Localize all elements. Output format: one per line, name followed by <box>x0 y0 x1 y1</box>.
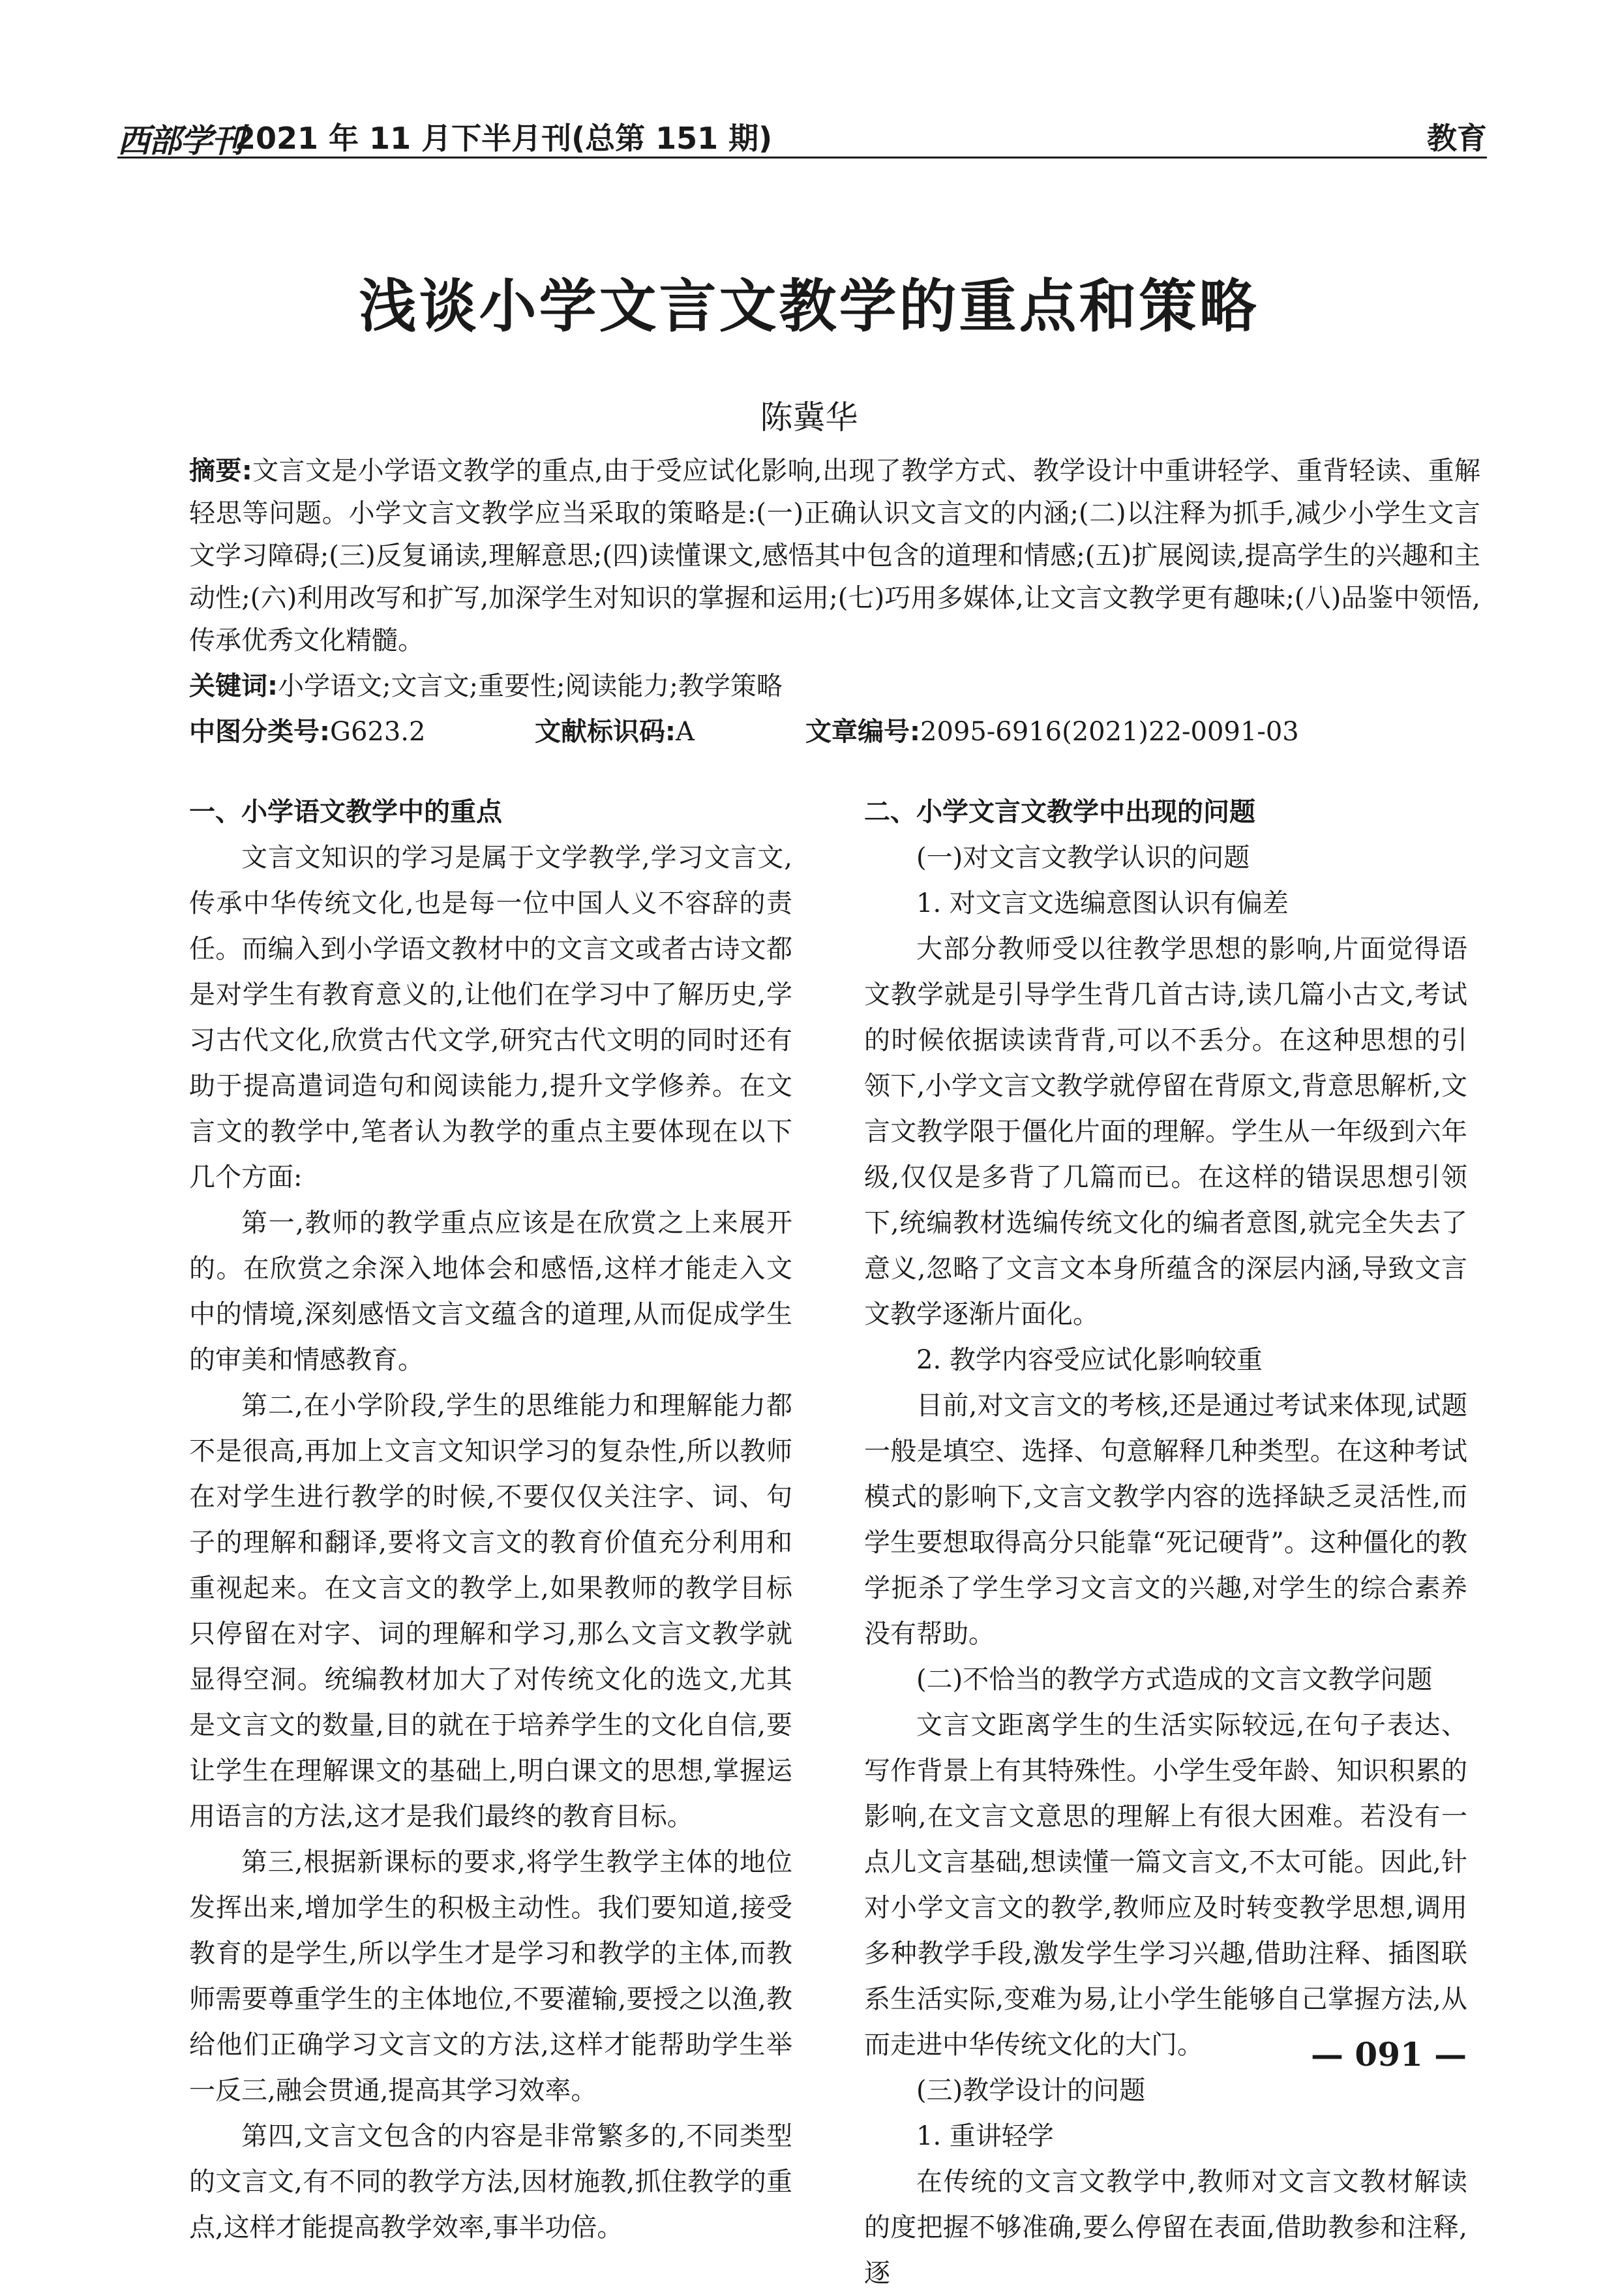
section-name: 教育 <box>1427 121 1487 156</box>
abstract <box>189 450 1480 662</box>
left-column <box>189 789 792 2250</box>
paragraph: 第一,教师的教学重点应该是在欣赏之上来展开的。在欣赏之余深入地体会和感悟,这样才能走入文中的情境,深刻感悟文言文蕴含的道理,从而促成学生的审美和情感教育。 <box>189 1208 792 1375</box>
article-no-value: 2095-6916(2021)22-0091-03 <box>920 717 1299 747</box>
article-no-label: 文章编号: <box>805 717 920 747</box>
clc-value: G623.2 <box>330 717 426 747</box>
paragraph: 文言文知识的学习是属于文学教学,学习文言文,传承中华传统文化,也是每一位中国人义不容辞的责任。而编入到小学语文教材中的文言文或者古诗文都是对学生有教育意义的,让他们在学习中了解历史,学习古代文化,欣赏古代文学,研究古代文明的同时还有助于提高遣词造句和阅读能力,提升文学修养。在文言文的教学中,笔者认为教学的重点主要体现在以下几个方面: <box>189 843 792 1192</box>
subsection-heading: 1. 重讲轻学 <box>916 2121 1054 2151</box>
article-author: 陈冀华 <box>760 399 858 436</box>
keywords-label: 关键词: <box>189 671 278 701</box>
paragraph: 第三,根据新课标的要求,将学生教学主体的地位发挥出来,增加学生的积极主动性。我们要知道,接受教育的是学生,所以学生才是学习和教学的主体,而教师需要尊重学生的主体地位,不要灌输,要授之以渔,教给他们正确学习文言文的方法,这样才能帮助学生举一反三,融会贯通,提高其学习效率。 <box>189 1847 792 2106</box>
subsection-heading: (一)对文言文教学认识的问题 <box>916 843 1250 873</box>
subsection-heading: (三)教学设计的问题 <box>916 2076 1146 2106</box>
doc-code-value: A <box>676 717 695 747</box>
article-no-item <box>805 711 1299 753</box>
journal-logo: 西部学刊 <box>117 121 243 160</box>
subsection-heading: 1. 对文言文选编意图认识有偏差 <box>916 888 1289 918</box>
paragraph: 第四,文言文包含的内容是非常繁多的,不同类型的文言文,有不同的教学方法,因材施教,抓住教学的重点,这样才能提高教学效率,事半功倍。 <box>189 2121 792 2243</box>
keywords <box>189 665 1480 708</box>
paragraph: 在传统的文言文教学中,教师对文言文教材解读的度把握不够准确,要么停留在表面,借助教参和注释,逐 <box>864 2167 1467 2288</box>
section-heading: 二、小学文言文教学中出现的问题 <box>864 797 1255 827</box>
keywords-text: 小学语文;文言文;重要性;阅读能力;教学策略 <box>278 671 783 701</box>
abstract-text: 文言文是小学语文教学的重点,由于受应试化影响,出现了教学方式、教学设计中重讲轻学、重背轻读、重解轻思等问题。小学文言文教学应当采取的策略是:(一)正确认识文言文的内涵;(二)以注释为抓手,减少小学生文言文学习障碍;(三)反复诵读,理解意思;(四)读懂课文,感悟其中包含的道理和情感;(五)扩展阅读,提高学生的兴趣和主动性;(六)利用改写和扩写,加深学生对知识的掌握和运用;(七)巧用多媒体,让文言文教学更有趣味;(八)品鉴中领悟,传承优秀文化精髓。 <box>189 456 1480 656</box>
issue-info: 2021 年 11 月下半月刊(总第 151 期) <box>235 121 773 156</box>
paragraph: 第二,在小学阶段,学生的思维能力和理解能力都不是很高,再加上文言文知识学习的复杂性,所以教师在对学生进行教学的时候,不要仅仅关注字、词、句子的理解和翻译,要将文言文的教育价值充分利用和重视起来。在文言文的教学上,如果教师的教学目标只停留在对字、词的理解和学习,那么文言文教学就显得空洞。统编教材加大了对传统文化的选文,尤其是文言文的数量,目的就在于培养学生的文化自信,要让学生在理解课文的基础上,明白课文的思想,掌握运用语言的方法,这才是我们最终的教育目标。 <box>189 1391 792 1832</box>
doc-code-item <box>535 711 695 753</box>
page-number: — 091 — <box>1311 2035 1467 2074</box>
subsection-heading: (二)不恰当的教学方式造成的文言文教学问题 <box>916 1665 1433 1695</box>
doc-code-label: 文献标识码: <box>535 717 676 747</box>
clc-item <box>189 711 425 753</box>
paragraph: 文言文距离学生的生活实际较远,在句子表达、写作背景上有其特殊性。小学生受年龄、知识积累的影响,在文言文意思的理解上有很大困难。若没有一点儿文言基础,想读懂一篇文言文,不太可能。因此,针对小学文言文的教学,教师应及时转变教学思想,调用多种教学手段,激发学生学习兴趣,借助注释、插图联系生活实际,变难为易,让小学生能够自己掌握方法,从而走进中华传统文化的大门。 <box>864 1710 1467 2060</box>
paragraph: 大部分教师受以往教学思想的影响,片面觉得语文教学就是引导学生背几首古诗,读几篇小古文,考试的时候依据读读背背,可以不丢分。在这种思想的引领下,小学文言文教学就停留在背原文,背意思解析,文言文教学限于僵化片面的理解。学生从一年级到六年级,仅仅是多背了几篇而已。在这样的错误思想引领下,统编教材选编传统文化的编者意图,就完全失去了意义,忽略了文言文本身所蕴含的深层内涵,导致文言文教学逐渐片面化。 <box>864 934 1467 1329</box>
running-header <box>117 98 1487 159</box>
article-title: 浅谈小学文言文教学的重点和策略 <box>359 273 1259 340</box>
abstract-label: 摘要: <box>189 456 252 486</box>
paragraph: 目前,对文言文的考核,还是通过考试来体现,试题一般是填空、选择、句意解释几种类型。在这种考试模式的影响下,文言文教学内容的选择缺乏灵活性,而学生要想取得高分只能靠“死记硬背”。这种僵化的教学扼杀了学生学习文言文的兴趣,对学生的综合素养没有帮助。 <box>864 1391 1467 1649</box>
subsection-heading: 2. 教学内容受应试化影响较重 <box>916 1345 1263 1375</box>
clc-label: 中图分类号: <box>189 717 330 747</box>
section-heading: 一、小学语文教学中的重点 <box>189 797 502 827</box>
